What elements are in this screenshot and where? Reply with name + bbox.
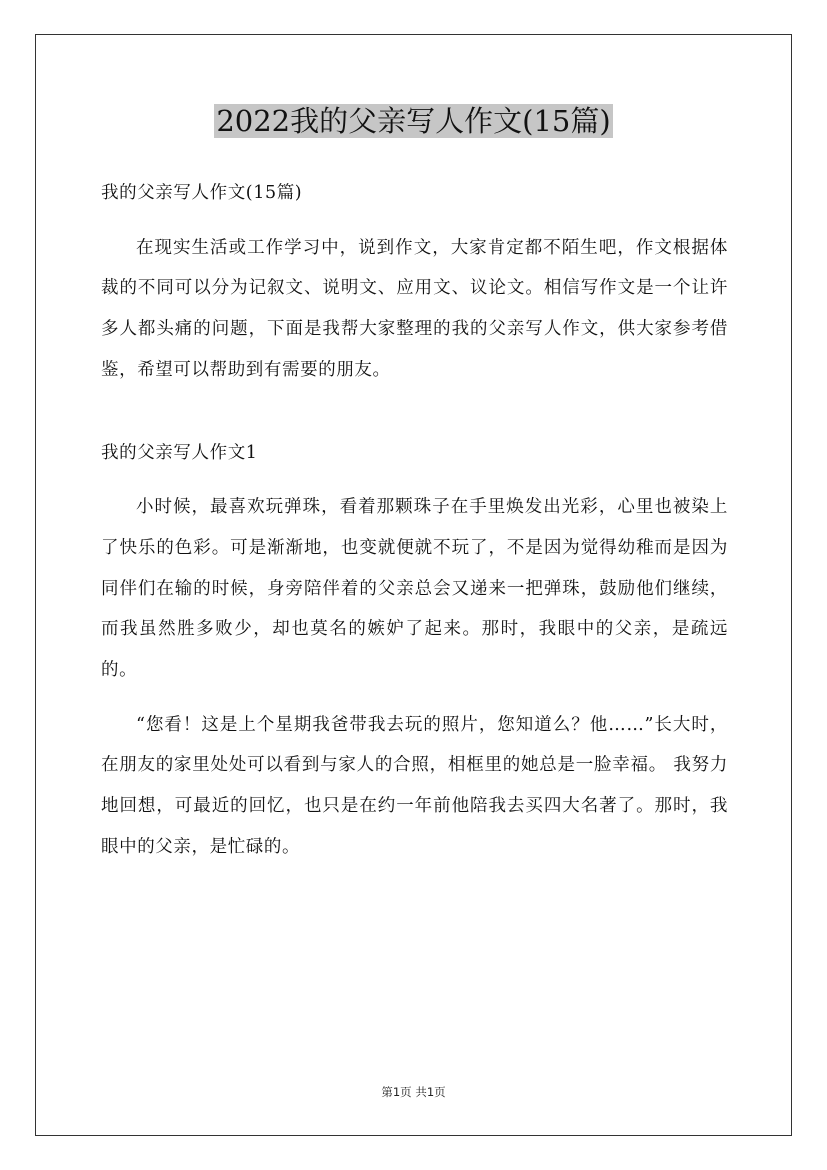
body-paragraph-2: “您看！这是上个星期我爸带我去玩的照片，您知道么？他……”长大时，在朋友的家里处处可以看到与家人的合照，相框里的她总是一脸幸福。 我努力地回想，可最近的回忆，也只是在约一年前他陪我去买四大名著了。那时，我眼中的父亲，是忙碌的。 <box>101 714 728 857</box>
document-body <box>101 173 728 868</box>
spacer <box>101 214 728 228</box>
document-title-text: 2022我的父亲写人作文(15篇) <box>216 104 611 138</box>
section-heading: 我的父亲写人作文1 <box>101 442 258 463</box>
intro-paragraph: 在现实生活或工作学习中，说到作文，大家肯定都不陌生吧，作文根据体裁的不同可以分为记叙文、说明文、应用文、议论文。相信写作文是一个让许多人都头痛的问题，下面是我帮大家整理的我的父亲写人作文，供大家参考借鉴，希望可以帮助到有需要的朋友。 <box>101 237 728 380</box>
spacer <box>101 473 728 487</box>
document-subtitle: 我的父亲写人作文(15篇) <box>101 183 303 203</box>
body-paragraph-1: 小时候，最喜欢玩弹珠，看着那颗珠子在手里焕发出光彩，心里也被染上了快乐的色彩。可是渐渐地，也变就便就不玩了，不是因为觉得幼稚而是因为同伴们在输的时候，身旁陪伴着的父亲总会又递来一把弹珠，鼓励他们继续，而我虽然胜多败少，却也莫名的嫉妒了起来。那时，我眼中的父亲，是疏远的。 <box>101 497 728 681</box>
spacer <box>101 691 728 705</box>
document-title <box>0 101 827 141</box>
page-footer: 第1页 共1页 <box>381 1085 446 1099</box>
spacer <box>101 391 728 433</box>
